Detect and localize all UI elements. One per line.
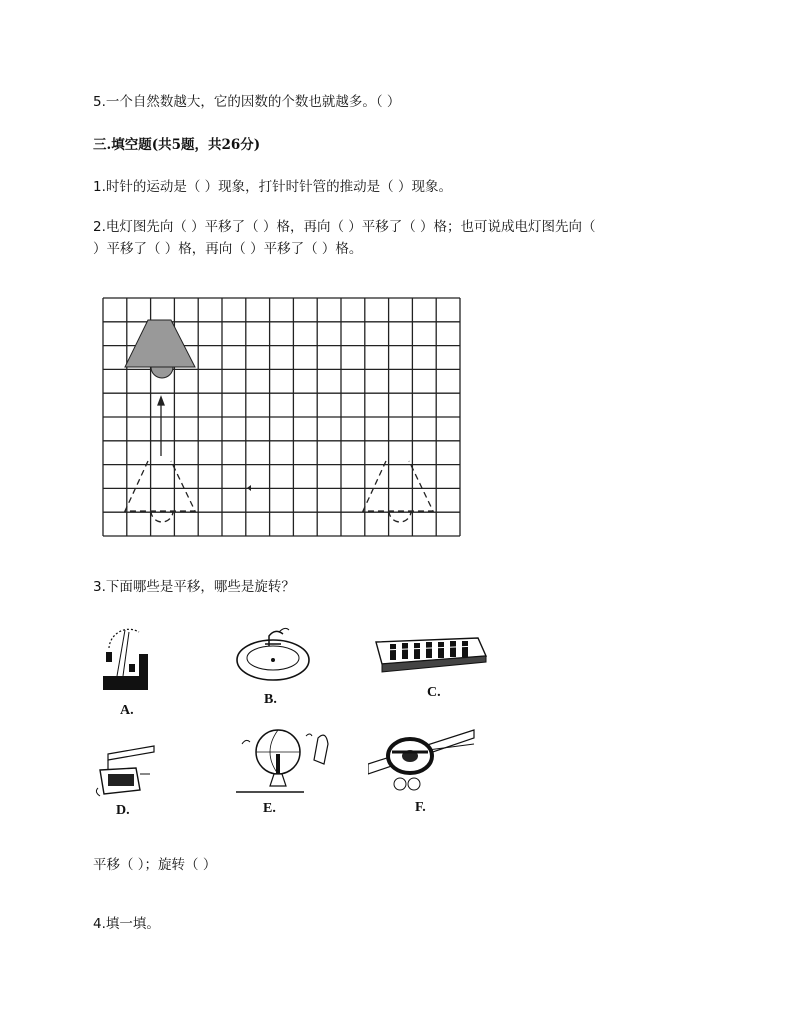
- label-d: D.: [116, 803, 130, 818]
- globe-icon: [232, 724, 340, 796]
- lamp-grid-figure: [101, 296, 463, 541]
- label-e: E.: [263, 801, 276, 816]
- label-b: B.: [264, 692, 277, 707]
- drawer-icon: [94, 744, 156, 800]
- label-c: C.: [427, 685, 441, 700]
- arrow-up-icon: [158, 397, 164, 456]
- fill-question-4: 4.填一填。: [93, 916, 160, 932]
- washbasin-icon: [235, 624, 313, 682]
- swing-icon: [103, 624, 153, 692]
- section-title: 三.填空题(共5题，共26分): [93, 137, 261, 153]
- arrow-head-icon: [247, 485, 251, 491]
- fill-question-2-line-2: ）平移了（ ）格，再向（ ）平移了（ ）格。: [93, 241, 363, 257]
- fill-question-2-line-1: 2.电灯图先向（ ）平移了（ ）格，再向（ ）平移了（ ）格；也可说成电灯图先向（: [93, 219, 596, 235]
- fill-question-1: 1.时针的运动是（ ）现象，打针时针管的推动是（ ）现象。: [93, 179, 452, 195]
- abacus-icon: [372, 630, 488, 676]
- fill-question-3: 3.下面哪些是平移，哪些是旋转？: [93, 579, 295, 595]
- label-f: F.: [415, 800, 426, 815]
- label-a: A.: [120, 703, 134, 718]
- question-5: 5.一个自然数越大，它的因数的个数也就越多。（ ）: [93, 94, 401, 110]
- steering-wheel-icon: [368, 726, 476, 796]
- answer-line: 平移（ ）；旋转（ ）: [93, 857, 217, 873]
